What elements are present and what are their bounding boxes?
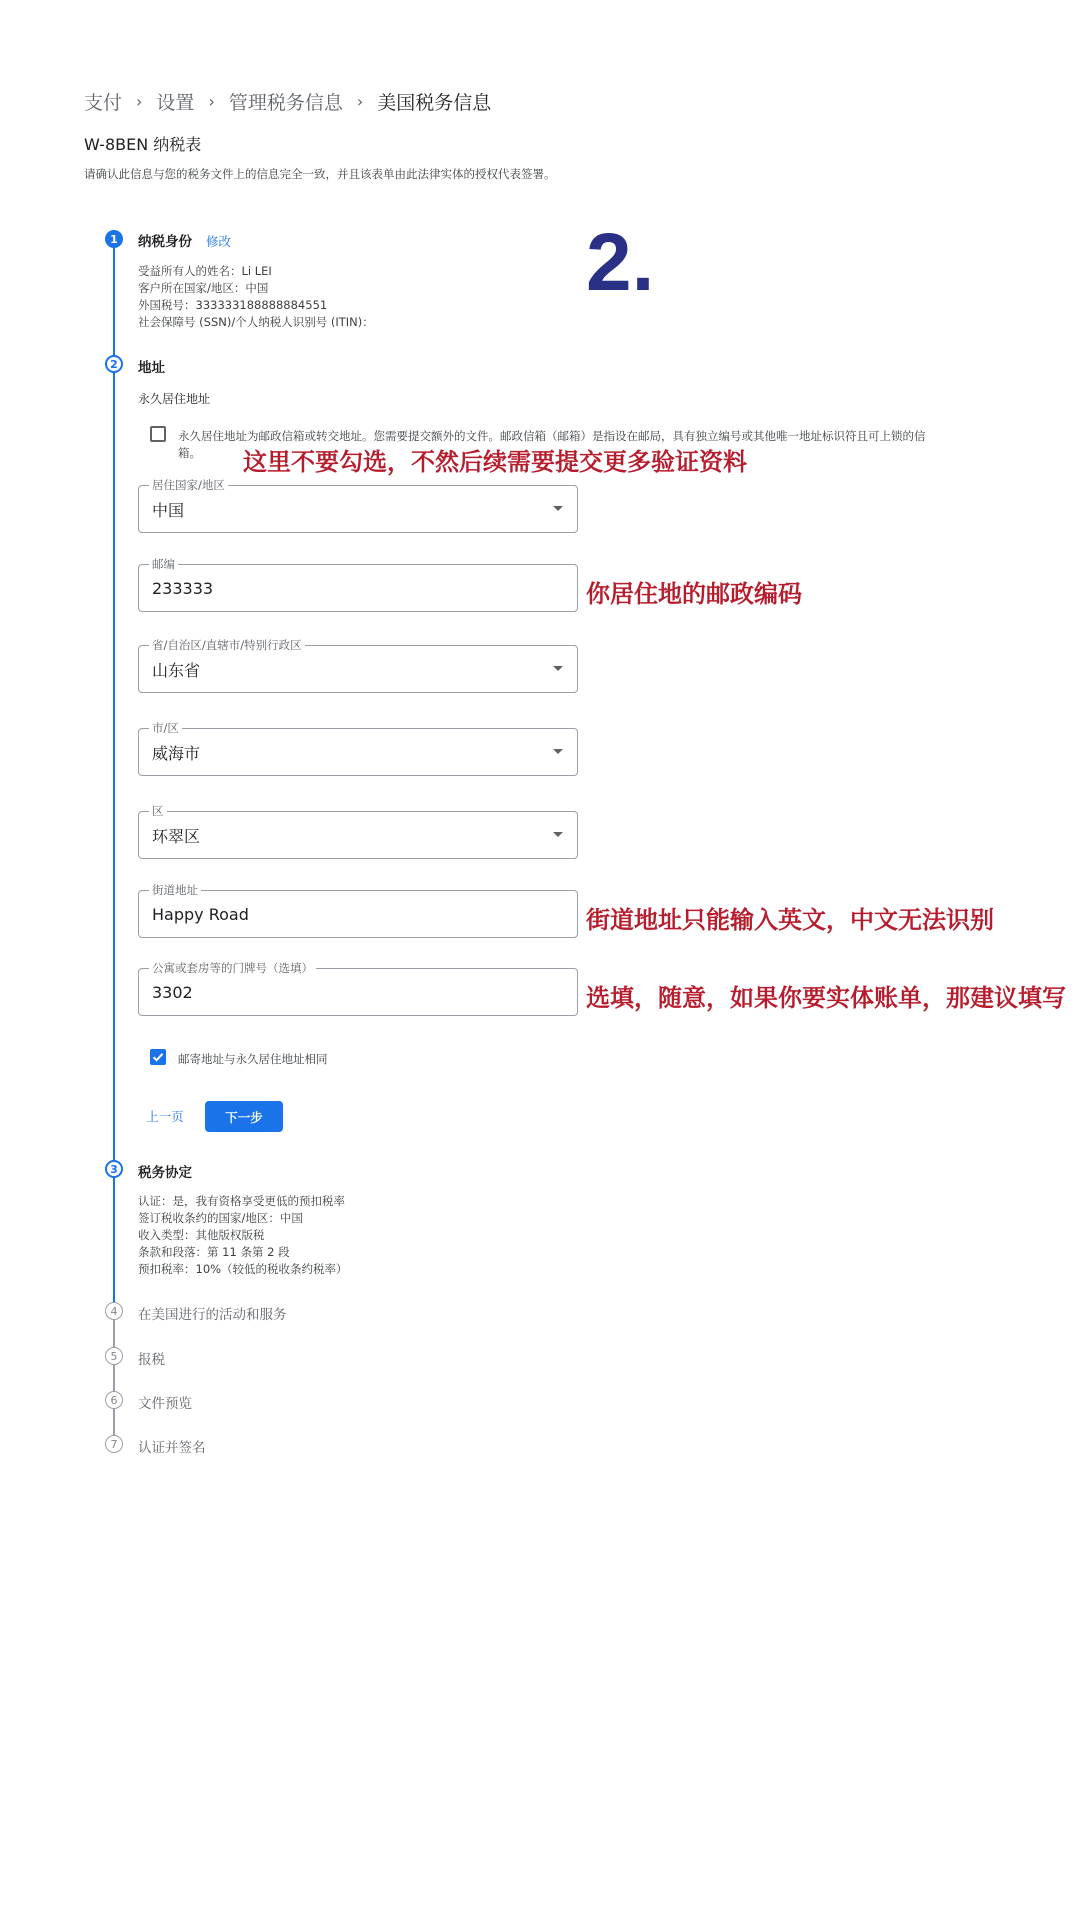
- mailing-same-checkbox[interactable]: [150, 1049, 166, 1065]
- street-address-label: 街道地址: [149, 883, 201, 897]
- province-value: 山东省: [152, 660, 201, 680]
- chevron-right-icon: ›: [356, 91, 364, 111]
- edit-tax-identity-link[interactable]: 修改: [206, 234, 232, 249]
- stepper-line-pending: [113, 1318, 115, 1438]
- step-6-indicator: 6: [105, 1391, 123, 1409]
- article-paragraph: 条款和段落：第 11 条第 2 段: [138, 1245, 290, 1259]
- city-select[interactable]: [138, 721, 578, 776]
- postal-code-value: 233333: [152, 578, 214, 598]
- dropdown-arrow-icon: [553, 749, 563, 754]
- apartment-value: 3302: [152, 982, 193, 1002]
- province-select[interactable]: [138, 638, 578, 693]
- customer-country: 客户所在国家/地区：中国: [138, 281, 269, 295]
- city-value: 威海市: [152, 743, 201, 763]
- form-description: 请确认此信息与您的税务文件上的信息完全一致，并且该表单由此法律实体的授权代表签署。: [84, 167, 556, 181]
- mailing-same-label: 邮寄地址与永久居住地址相同: [178, 1052, 328, 1066]
- postal-code-input[interactable]: [138, 557, 578, 612]
- breadcrumb-item-payments[interactable]: 支付: [84, 91, 123, 114]
- step-3-title: 税务协定: [138, 1165, 192, 1181]
- district-label: 区: [149, 804, 167, 818]
- step-1-title: 纳税身份: [138, 234, 192, 250]
- step-4-indicator: 4: [105, 1302, 123, 1320]
- step-5-title: 报税: [138, 1352, 165, 1368]
- apartment-annotation: 选填，随意，如果你要实体账单，那建议填写: [586, 984, 1066, 1012]
- breadcrumb-item-settings[interactable]: 设置: [156, 91, 195, 114]
- street-address-value: Happy Road: [152, 904, 249, 924]
- step-3-indicator: 3: [105, 1160, 123, 1178]
- step-4-title: 在美国进行的活动和服务: [138, 1307, 287, 1323]
- street-address-input[interactable]: [138, 883, 578, 938]
- breadcrumb-item-manage-tax[interactable]: 管理税务信息: [228, 91, 343, 114]
- form-title: W-8BEN 纳税表: [84, 135, 202, 154]
- permanent-address-heading: 永久居住地址: [138, 392, 211, 406]
- chevron-right-icon: ›: [136, 91, 143, 111]
- step-7-indicator: 7: [105, 1435, 123, 1453]
- country-label: 居住国家/地区: [149, 478, 228, 492]
- income-type: 收入类型：其他版权版税: [138, 1228, 265, 1242]
- apartment-label: 公寓或套房等的门牌号（选填）: [149, 961, 316, 975]
- foreign-tax-id: 外国税号：333333188888884551: [138, 298, 328, 312]
- step-7-title: 认证并签名: [138, 1440, 206, 1456]
- country-select[interactable]: [138, 478, 578, 533]
- withholding-rate: 预扣税率：10%（较低的税收条约税率）: [138, 1262, 348, 1276]
- po-box-annotation: 这里不要勾选，不然后续需要提交更多验证资料: [243, 448, 747, 476]
- previous-button[interactable]: 上一页: [140, 1101, 190, 1131]
- dropdown-arrow-icon: [553, 832, 563, 837]
- beneficial-owner-name: 受益所有人的姓名：Li LEI: [138, 264, 272, 278]
- ssn-itin: 社会保障号 (SSN)/个人纳税人识别号 (ITIN)：: [138, 315, 374, 329]
- checkmark-icon: [152, 1051, 164, 1063]
- next-button[interactable]: 下一步: [205, 1101, 283, 1132]
- dropdown-arrow-icon: [553, 506, 563, 511]
- apartment-input[interactable]: [138, 961, 578, 1016]
- step-5-indicator: 5: [105, 1347, 123, 1365]
- stepper-line: [113, 248, 115, 1438]
- province-label: 省/自治区/直辖市/特别行政区: [149, 638, 305, 652]
- chevron-right-icon: ›: [208, 91, 215, 111]
- breadcrumb-item-us-tax: 美国税务信息: [377, 91, 492, 114]
- step-2-indicator: 2: [105, 355, 123, 373]
- country-value: 中国: [152, 500, 185, 520]
- step-2-title: 地址: [138, 360, 165, 376]
- district-value: 环翠区: [152, 826, 201, 846]
- street-annotation: 街道地址只能输入英文，中文无法识别: [586, 906, 994, 934]
- postal-code-label: 邮编: [149, 557, 178, 571]
- treaty-country: 签订税收条约的国家/地区：中国: [138, 1211, 303, 1225]
- po-box-checkbox[interactable]: [150, 426, 166, 442]
- postal-annotation: 你居住地的邮政编码: [586, 580, 802, 608]
- district-select[interactable]: [138, 804, 578, 859]
- step-marker-annotation: 2.: [586, 217, 655, 308]
- breadcrumb: [84, 86, 491, 116]
- step-1-indicator: 1: [105, 230, 123, 248]
- dropdown-arrow-icon: [553, 666, 563, 671]
- step-6-title: 文件预览: [138, 1396, 192, 1412]
- city-label: 市/区: [149, 721, 182, 735]
- po-box-checkbox-label: 永久居住地址为邮政信箱或转交地址。您需要提交额外的文件。邮政信箱（邮箱）是指设在邮局，具有独立编号或其他唯一地址标识符且可上锁的信箱。: [178, 429, 926, 460]
- treaty-certification: 认证：是，我有资格享受更低的预扣税率: [138, 1194, 345, 1208]
